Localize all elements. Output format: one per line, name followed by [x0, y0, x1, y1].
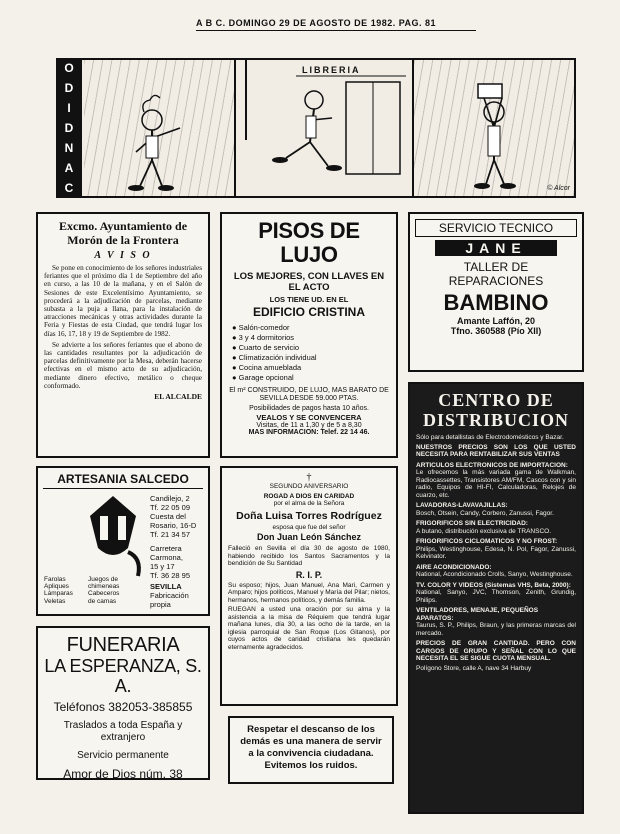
servicio-phone: Tfno. 360588 (Pío XII) [450, 326, 542, 336]
feature-item: ● Garage opcional [232, 373, 294, 382]
centro-footer: Polígono Store, calle A, nave 34 Harbuy [416, 664, 532, 672]
centro-title-1: CENTRO DE [438, 390, 554, 410]
aniversario-name: Doña Luisa Torres Rodríguez [236, 510, 382, 522]
figure-3-icon [414, 60, 576, 196]
comic-title-letter: D [64, 121, 74, 135]
feature-item: ● Cocina amueblada [232, 363, 302, 372]
pisos-payment: Posibilidades de pagos hasta 10 años. [249, 405, 369, 412]
aniversario-rogad-1: ROGAD A DIOS EN CARIDAD [263, 493, 355, 500]
comic-title-letter: C [64, 181, 74, 195]
artesania-title: ARTESANIA SALCEDO [43, 472, 203, 489]
centro-intro: Sólo para detallistas de Electrodomésticos y Bazar. [416, 434, 564, 441]
pisos-building: EDIFICIO CRISTINA [252, 305, 365, 319]
pisos-info: MAS INFORMACION: Telef. 22 14 46. [248, 429, 370, 436]
feature-item: ● Salón-comedor [232, 323, 290, 332]
respetar-line-3: a la convivencia ciudadana. [248, 748, 374, 759]
centro-prices: NUESTROS PRECIOS SON LOS QUE USTED NECESITA PARA RENTABILIZAR SUS VENTAS [416, 443, 576, 458]
shop-sign: LIBRERIA [302, 65, 361, 75]
servicio-name: BAMBINO [443, 290, 549, 315]
servicio-ad [408, 212, 584, 372]
aniversario-body-2: Su esposo; hijos, Juan Manuel, Ana Mari, Carmen y Amparo; hijos políticos, Manuel y María del Pilar; nietos, hermanos, hermanos políticos, y demás familia. [228, 581, 390, 604]
pisos-visit-cta: VEALOS Y SE CONVENCERA [256, 413, 362, 422]
aniversario-esposa: esposa que fue del señor [272, 524, 346, 531]
pisos-hours: Visitas, de 11 a 1,30 y de 5 a 8,30 [256, 422, 362, 429]
centro-section: TV. COLOR Y VIDEOS (Sistemas VHS, Beta, 2000): National, Sanyo, JVC, Thomson, Zenith, Grundig, Philips. [416, 581, 576, 604]
feature-item: ● Climatización individual [232, 353, 317, 362]
moron-title: Excmo. Ayuntamiento de Morón de la Frontera [58, 219, 188, 247]
feature-item: ● 3 y 4 dormitorios [232, 333, 295, 342]
artesania-items-2: Juegos de chimeneas Cabeceros de camas [88, 576, 120, 605]
respetar-notice [228, 716, 394, 784]
moron-aviso: A V I S O [94, 250, 152, 261]
funeraria-phones: Teléfonos 382053-385855 [53, 700, 193, 714]
funeraria-line-1: Traslados a toda España y extranjero [63, 720, 183, 743]
funeraria-line-2: Servicio permanente [77, 750, 169, 761]
servicio-subtitle: TALLER DE REPARACIONES [448, 260, 544, 288]
page-header: A B C. DOMINGO 29 DE AGOSTO DE 1982. PAG. 81 [196, 18, 437, 28]
figure-1-icon [84, 60, 236, 196]
aniversario-heading: SEGUNDO ANIVERSARIO [269, 483, 349, 490]
aniversario-husband: Don Juan León Sánchez [256, 532, 361, 542]
pisos-ad [220, 212, 398, 458]
centro-closing: PRECIOS DE GRAN CANTIDAD. PERO CON CARGOS DE GRUPO Y SEÑAL CON LO QUE NECESITA EL SE SIGUE CUOTA MENSUAL. [416, 640, 576, 662]
comic-title-letter: N [64, 141, 74, 155]
aniversario-body: Falleció en Sevilla el día 30 de agosto de 1980, habiendo recibido los Santos Sacramentos y la bendición de Su Santidad [228, 545, 390, 567]
feature-item: ● Cuarto de servicio [232, 343, 300, 352]
centro-section: ARTICULOS ELECTRONICOS DE IMPORTACION: Le ofrecemos la más variada gama de Walkman, Radiocassettes, Transistores AM/FM, Cascos con y sin radio, Equipos de HI-FI, Calculadoras, Relojes de cuarzo, etc. [416, 461, 576, 499]
servicio-title: SERVICIO TECNICO [415, 219, 577, 237]
funeraria-address: Amor de Dios núm. 38 [63, 767, 183, 781]
centro-section: FRIGORIFICOS SIN ELECTRICIDAD: A butano, distribución exclusiva de TRANSCO. [416, 520, 552, 535]
comic-panel-3 [414, 60, 576, 196]
centro-section: AIRE ACONDICIONADO: National, Acondicionado Crolls, Sanyo, Westinghouse. [416, 563, 573, 578]
comic-title-letter: A [64, 161, 74, 175]
respetar-line-4: Evitemos los ruidos. [264, 760, 358, 771]
funeraria-ad [36, 626, 210, 780]
figure-2-icon [236, 60, 414, 196]
centro-section: LAVADORAS-LAVAVAJILLAS: Bosch, Otsein, Candy, Corbero, Zanussi, Fagor. [416, 502, 554, 517]
artesania-ad [36, 466, 210, 616]
moron-signer: EL ALCALDE [154, 392, 202, 402]
comic-title-letter: O [64, 61, 74, 75]
lantern-icon [78, 494, 148, 578]
comic-panel-2 [236, 60, 414, 196]
respetar-line-1: Respetar el descanso de los [247, 724, 375, 735]
respetar-line-2: demás es una manera de servir [240, 736, 382, 747]
moron-ad [36, 212, 210, 458]
aniversario-body-3: RUEGAN a usted una oración por su alma y la asistencia a la misa de Réquiem que tendrá lugar mañana lunes, día 30, a las ocho de la tarde, en la iglesia parroquial de San Roque (Los Gitanos), por cuyos actos de caridad cristiana les quedarán eternamente agradecidos. [228, 606, 390, 651]
servicio-address: Amante Laffón, 20 [456, 316, 535, 326]
moron-body-1: Se pone en conocimiento de los señores industriales feriantes que el próximo día 1 de Septiembre del año en curso, a las 10 de la mañana, y en el Salón de Sesiones de este Excelentísimo Ayuntamiento, se procederá a la adjudicación de parcelas, mediante subasta a la puja a llana, para la instalación de atracciones mecánicas y otras actividades durante la Feria y Fiestas de esta Ciudad, que tendrá lugar los días 16, 17, 18 y 19 de Septiembre de 1982. [44, 264, 202, 338]
artesania-fab: Fabricación propia [150, 591, 189, 609]
funeraria-title-1: FUNERARIA [66, 634, 180, 656]
pisos-price: El m² CONSTRUIDO, DE LUJO, MAS BARATO DE SEVILLA DESDE 59.000 PTAS. [229, 387, 389, 402]
artesania-items: Farolas Apliques Lámparas Veletas [44, 576, 73, 605]
artesania-city: SEVILLA [150, 582, 182, 591]
pisos-line-2: LOS TIENE UD. EN EL [269, 295, 349, 304]
cross-icon: † [306, 472, 312, 483]
pisos-title: PISOS DE LUJO [258, 218, 360, 267]
centro-section: FRIGORIFICOS CICLOMATICOS Y NO FROST: Philips, Westinghouse, Edesa, N. Pol, Fagor, Zanussi, Kelvinator. [416, 538, 576, 560]
pisos-line-1: LOS MEJORES, CON LLAVES EN EL ACTO [233, 271, 385, 293]
artesania-address-1: Candilejo, 2 Tf. 22 05 09 Cuesta del Rosario, 16-D Tf. 21 34 57 [150, 494, 197, 539]
aniversario-rip: R. I. P. [295, 569, 323, 580]
comic-title [56, 58, 82, 198]
servicio-brand-logo: JANE [435, 240, 557, 256]
centro-ad [408, 382, 584, 814]
header-rule [196, 30, 476, 31]
aniversario-ad [220, 466, 398, 706]
funeraria-title-2: LA ESPERANZA, S. A. [44, 656, 202, 696]
comic-strip [56, 58, 576, 198]
comic-title-letter: I [67, 101, 71, 115]
comic-signature: © Alcor [547, 185, 570, 192]
comic-panel-1 [84, 60, 236, 196]
aniversario-rogad-2: por el alma de la Señora [273, 500, 345, 507]
comic-title-letter: D [64, 81, 74, 95]
centro-section: VENTILADORES, MENAJE, PEQUEÑOS APARATOS: Taurus, S. P., Philips, Braun, y las primeras marcas del mercado. [416, 607, 576, 637]
moron-body-2: Se advierte a los señores feriantes que el abono de las cantidades resultantes por la adjudicación de parcelas definitivamente por la Mesa, deberán hacerse efectivas en el mismo acto de su adjudicación, mediante dinero efectivo, metálico o cheque conformado. [44, 340, 202, 390]
centro-title-2: DISTRIBUCION [422, 410, 570, 430]
artesania-address-2: Carretera Carmona, 15 y 17 Tf. 36 28 95 [150, 544, 191, 580]
